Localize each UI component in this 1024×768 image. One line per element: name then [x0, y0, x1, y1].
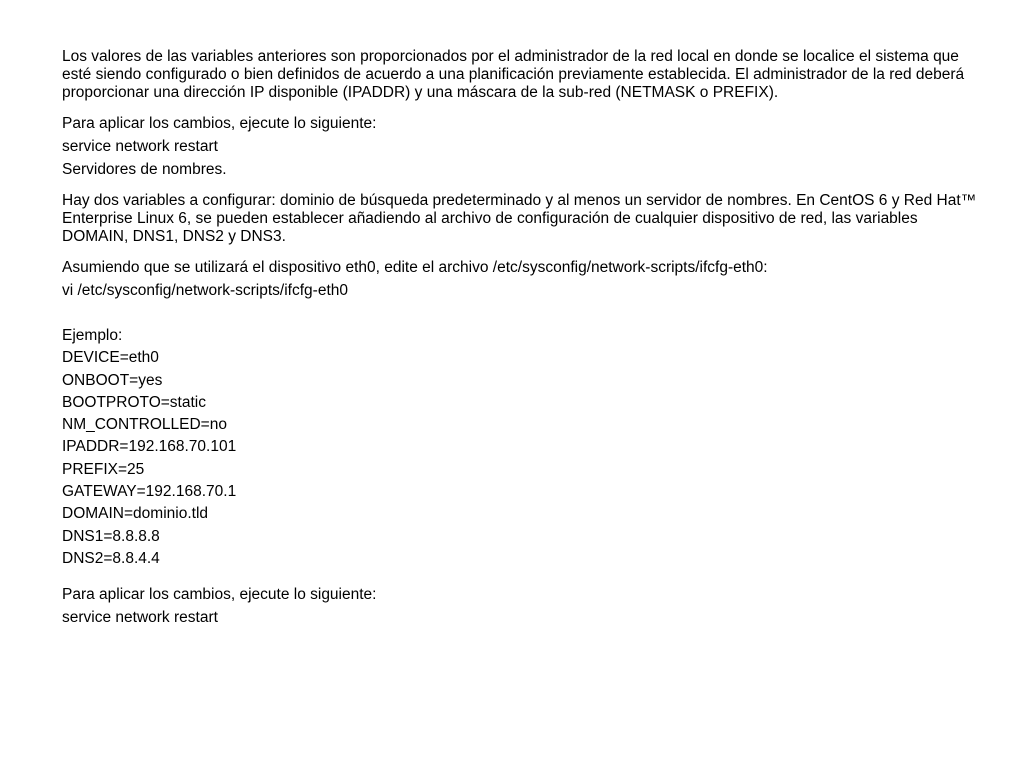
nameservers-heading: Servidores de nombres. [62, 161, 227, 178]
nameservers-paragraph: Hay dos variables a configurar: dominio de búsqueda predeterminado y al menos un servidor de nombres. En CentOS 6 y Red Hat™ Enterprise Linux 6, se pueden establecer añadiendo al archivo de configuración de cualquier dispositivo de red, las variables DOMAIN, DNS1, DNS2 y DNS3. [62, 192, 977, 245]
config-line: DEVICE=eth0 [62, 349, 159, 367]
slide-content [62, 48, 982, 627]
config-line: IPADDR=192.168.70.101 [62, 438, 237, 456]
example-label: Ejemplo: [62, 327, 123, 344]
intro-paragraph: Los valores de las variables anteriores son proporcionados por el administrador de la red local en donde se localice el sistema que esté siendo configurado o bien definidos de acuerdo a una planificación previamente establecida. El administrador de la red deberá proporcionar una dirección IP disponible (IPADDR) y una máscara de la sub-red (NETMASK o PREFIX). [62, 48, 965, 101]
config-line: ONBOOT=yes [62, 371, 163, 389]
restart-command: service network restart [62, 138, 218, 155]
edit-file-paragraph: Asumiendo que se utilizará el dispositivo eth0, edite el archivo /etc/sysconfig/network-scripts/ifcfg-eth0: [62, 259, 768, 276]
edit-command: vi /etc/sysconfig/network-scripts/ifcfg-eth0 [62, 282, 348, 299]
config-line: NM_CONTROLLED=no [62, 416, 227, 434]
config-line: PREFIX=25 [62, 460, 145, 478]
blank-line [62, 300, 982, 322]
blank-line [62, 572, 982, 586]
config-line: GATEWAY=192.168.70.1 [62, 483, 237, 501]
restart-command-2: service network restart [62, 608, 218, 626]
config-line: DNS1=8.8.8.8 [62, 527, 160, 545]
config-line: BOOTPROTO=static [62, 393, 206, 411]
config-example [62, 349, 982, 568]
config-line: DOMAIN=dominio.tld [62, 505, 209, 523]
config-line: DNS2=8.8.4.4 [62, 549, 160, 567]
apply-changes-text-2: Para aplicar los cambios, ejecute lo siguiente: [62, 586, 377, 604]
apply-changes-text: Para aplicar los cambios, ejecute lo siguiente: [62, 115, 377, 132]
